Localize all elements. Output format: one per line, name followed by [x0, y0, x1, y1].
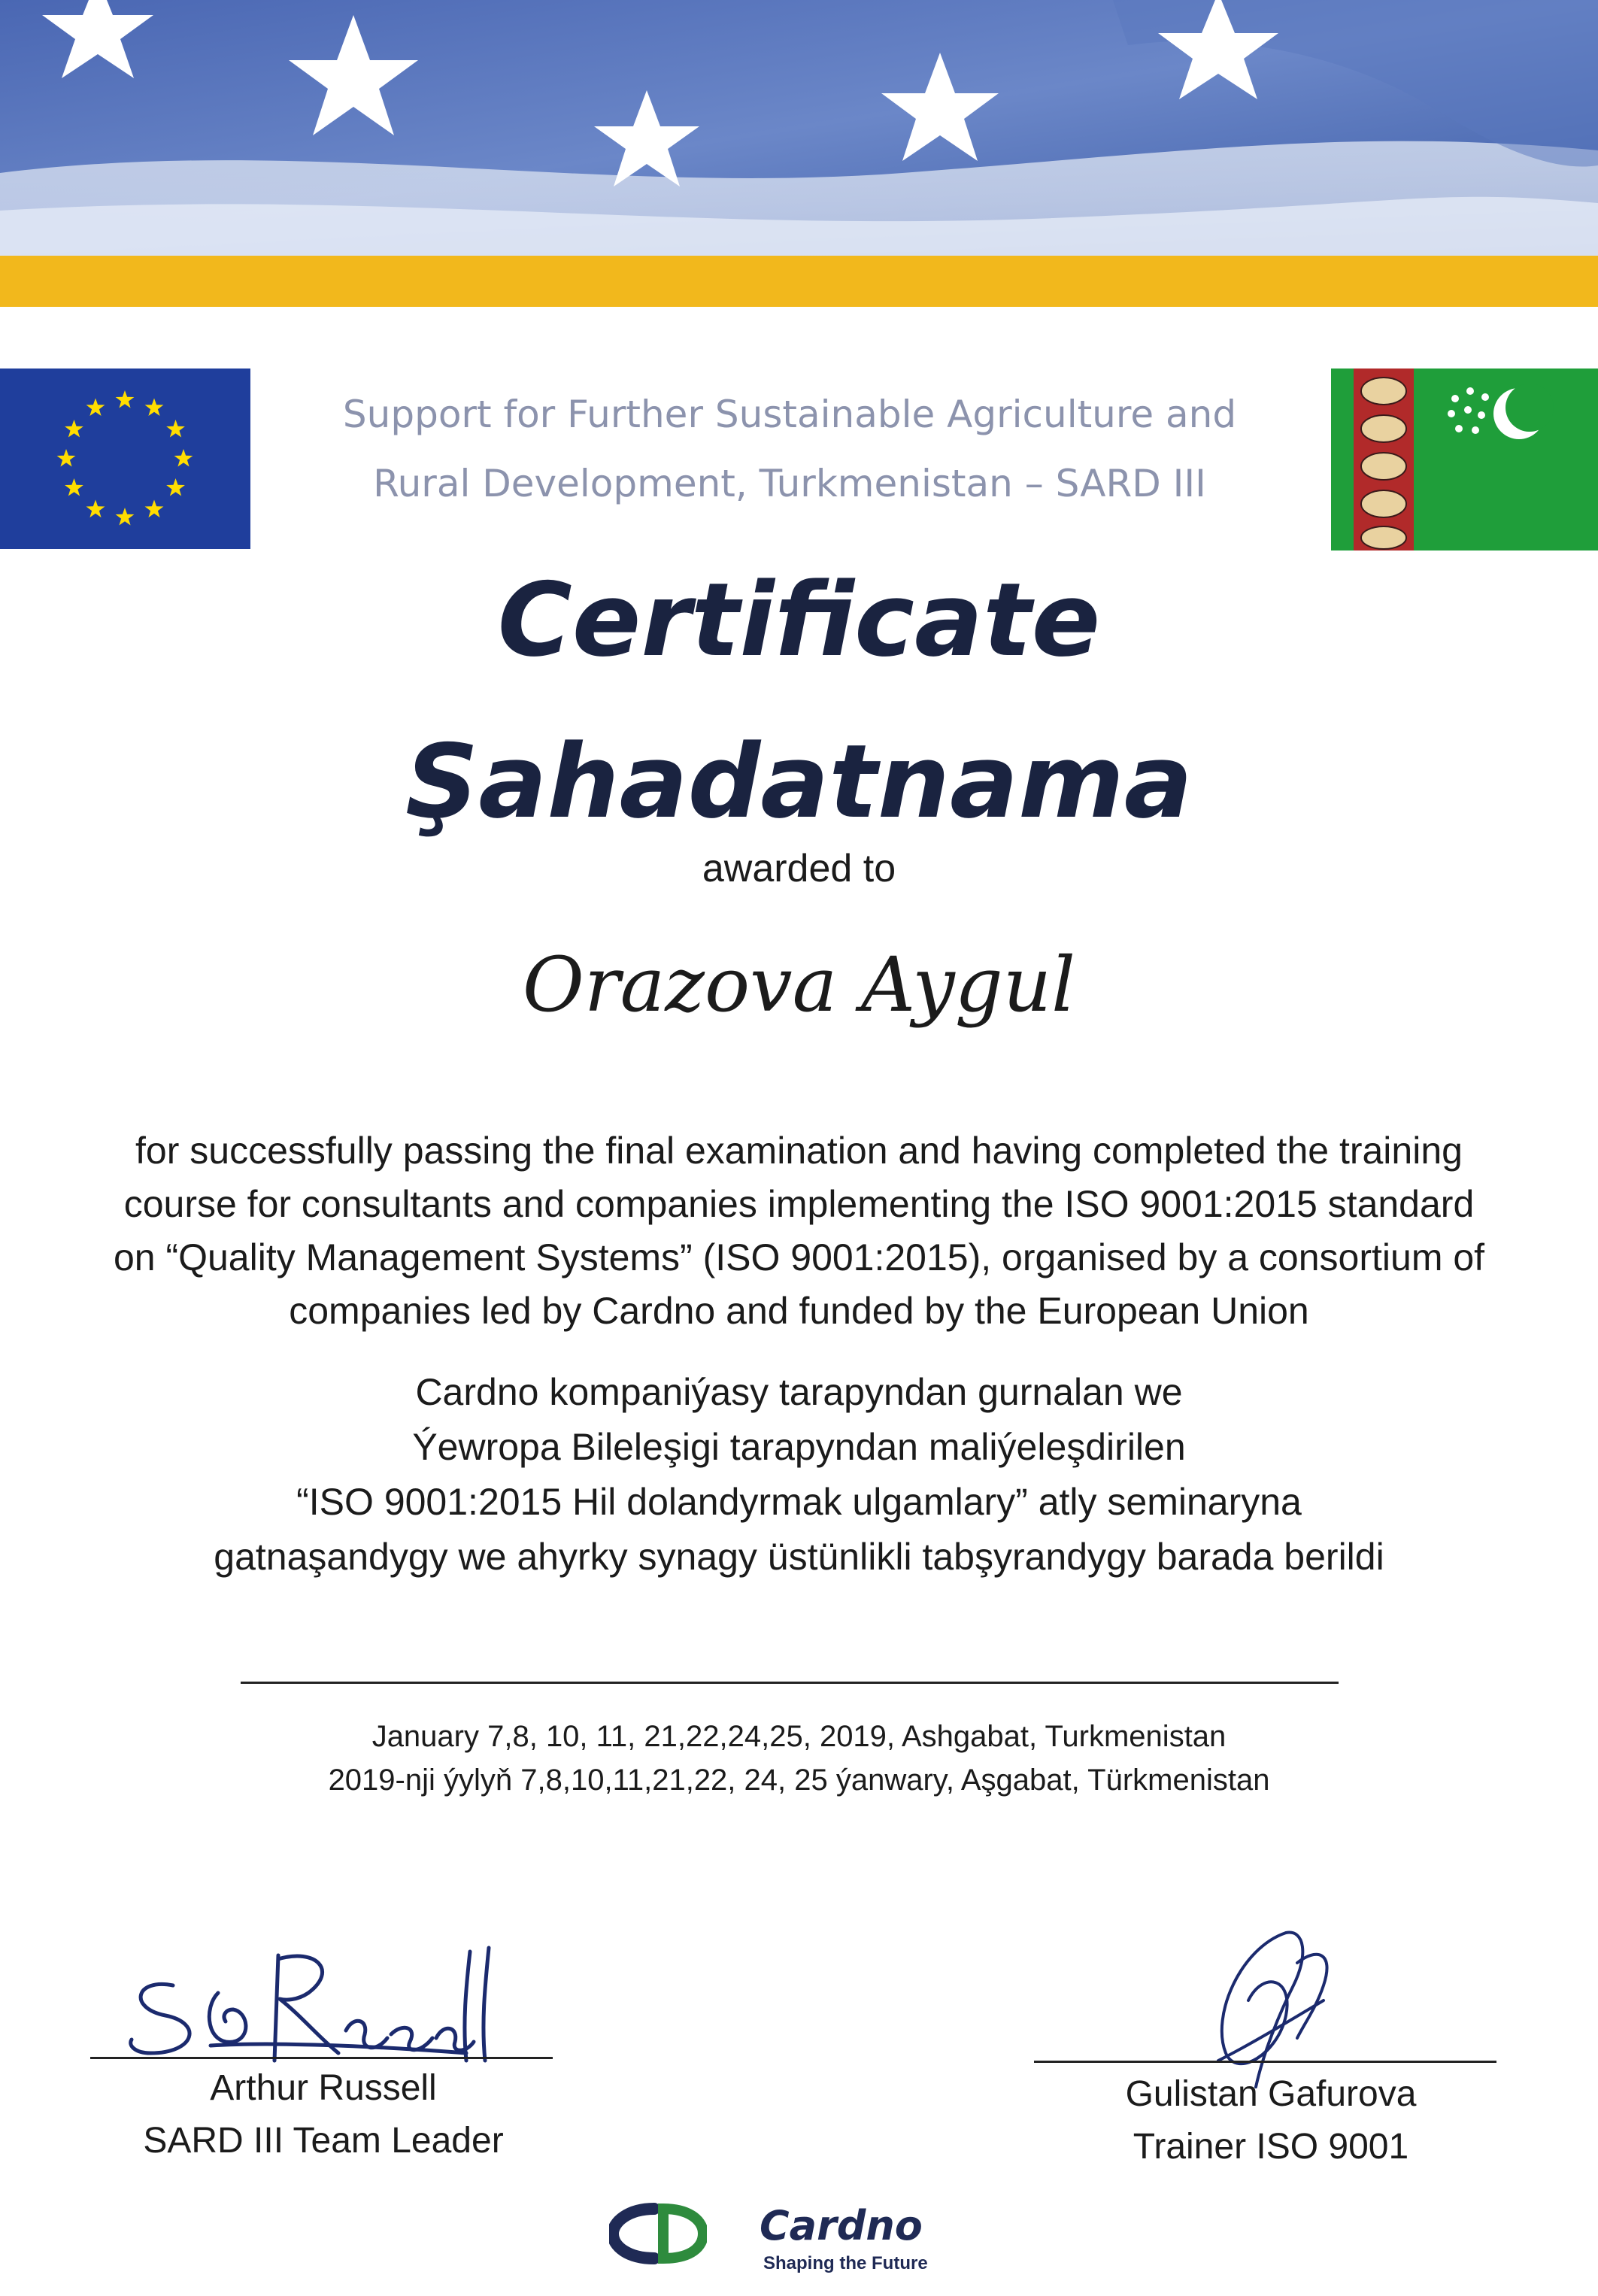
divider-line — [241, 1682, 1339, 1684]
dates-en: January 7,8, 10, 11, 21,22,24,25, 2019, Ashgabat, Turkmenistan — [371, 1720, 1227, 1753]
project-title-line-2: Rural Development, Turkmenistan – SARD III — [373, 462, 1206, 505]
body-en-line: course for consultants and companies implementing the ISO 9001:2015 standard — [123, 1183, 1475, 1225]
body-en-line: for successfully passing the final examination and having completed the training — [135, 1130, 1463, 1172]
body-tm-line: Cardno kompaniýasy tarapyndan gurnalan we — [415, 1371, 1183, 1413]
project-title — [286, 380, 1293, 518]
body-en-line: companies led by Cardno and funded by the European Union — [289, 1290, 1309, 1332]
body-text-tm — [45, 1365, 1553, 1585]
awarded-to-label: awarded to — [702, 847, 896, 890]
signature-line-right — [1034, 2061, 1496, 2063]
body-tm-line: gatnaşandygy we ahyrky synagy üstünlikli tabşyrandygy barada berildi — [214, 1536, 1384, 1578]
body-tm-line: “ISO 9001:2015 Hil dolandyrmak ulgamlary” atly seminaryna — [296, 1481, 1302, 1523]
signatory-left-role: SARD III Team Leader — [143, 2121, 504, 2161]
certificate-title-en: Certificate — [497, 561, 1101, 679]
certificate-title-tm: Şahadatnama — [405, 723, 1193, 841]
signatory-right-role: Trainer ISO 9001 — [1133, 2127, 1409, 2167]
eu-flag-icon — [0, 369, 250, 549]
body-tm-line: Ýewropa Bileleşigi tarapyndan maliýeleşdirilen — [412, 1426, 1186, 1468]
cardno-logo-icon — [609, 2200, 707, 2267]
turkmenistan-flag-icon — [1331, 369, 1598, 550]
signatory-right — [1023, 2068, 1519, 2173]
cardno-tagline: Shaping the Future — [763, 2253, 928, 2273]
signatory-right-name: Gulistan Gafurova — [1125, 2074, 1417, 2114]
signature-russell — [120, 1940, 511, 2068]
signatory-left — [75, 2062, 572, 2167]
body-text-en — [45, 1124, 1553, 1338]
body-en-line: on “Quality Management Systems” (ISO 9001:2015), organised by a consortium of — [113, 1236, 1485, 1278]
recipient-name: Orazova Aygul — [522, 941, 1076, 1029]
banner-image — [0, 0, 1598, 316]
training-dates — [0, 1715, 1598, 1802]
header-banner — [0, 0, 1598, 316]
signatory-left-name: Arthur Russell — [210, 2068, 437, 2108]
cardno-wordmark: Cardno — [760, 2202, 923, 2249]
signature-line-left — [90, 2057, 553, 2059]
project-title-line-1: Support for Further Sustainable Agriculture and — [342, 393, 1237, 436]
dates-tm: 2019-nji ýylyň 7,8,10,11,21,22, 24, 25 ýanwary, Aşgabat, Türkmenistan — [328, 1764, 1270, 1797]
